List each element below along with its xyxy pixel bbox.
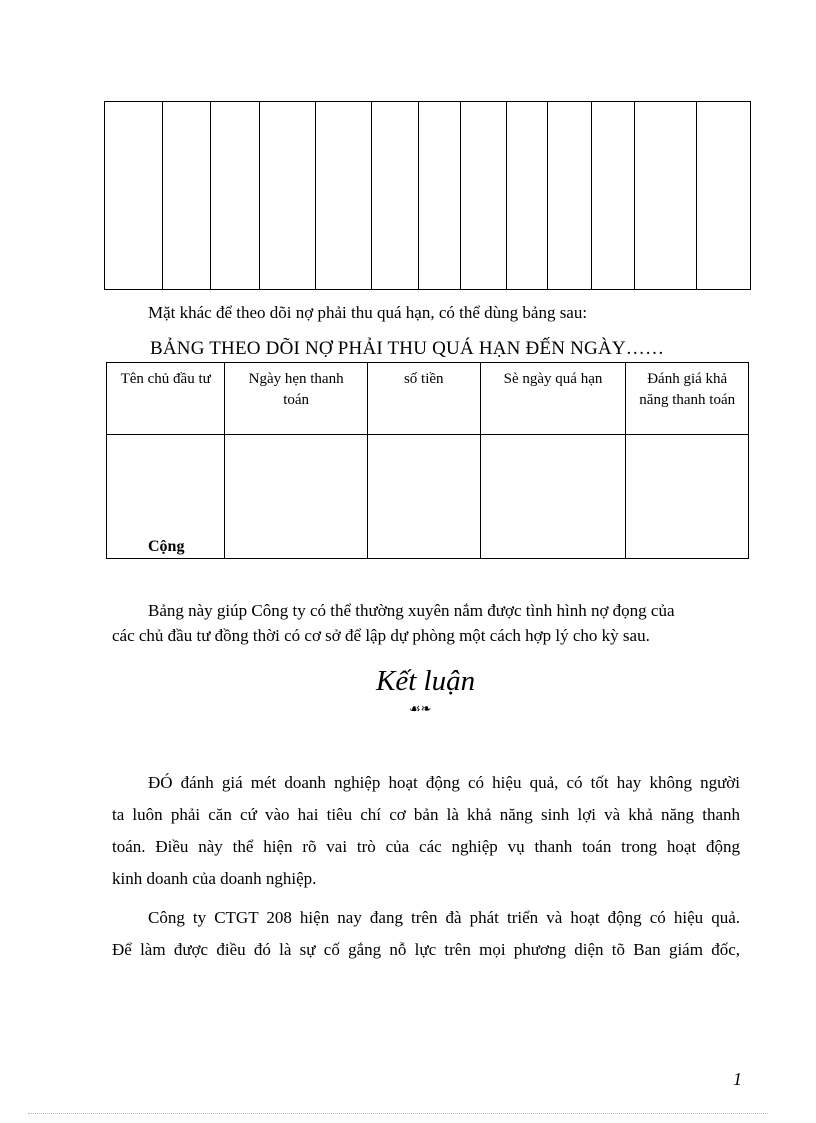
header-investor: Tên chủ đầu tư <box>107 363 225 435</box>
intro-line: Mặt khác để theo dõi nợ phải thu quá hạn, có thể dùng bảng sau: <box>148 303 588 322</box>
table-cell <box>367 435 480 559</box>
table-cell <box>163 102 211 290</box>
conclusion-p2-line-2: Để làm được điều đó là sự cố gắng nỗ lực trên mọi phương diện tõ Ban giám đốc, <box>112 940 740 959</box>
footer-divider <box>28 1113 768 1114</box>
table-cell <box>480 435 626 559</box>
after-table-line-2: các chủ đầu tư đồng thời có cơ sở để lập dự phòng một cách hợp lý cho kỳ sau. <box>112 626 650 645</box>
total-label: Cộng <box>148 538 185 555</box>
table-cell <box>418 102 460 290</box>
table-cell <box>211 102 259 290</box>
conclusion-p1-line-1: ĐÓ đánh giá mét doanh nghiệp hoạt động có hiệu quả, có tốt hay không người <box>148 773 740 792</box>
table-cell <box>225 435 368 559</box>
table-cell <box>460 102 506 290</box>
total-cell <box>107 435 225 559</box>
conclusion-p1-line-2: ta luôn phải căn cứ vào hai tiêu chí cơ bản là khả năng sinh lợi và khả năng thanh <box>112 805 740 824</box>
continued-blank-table <box>104 101 751 290</box>
table-cell <box>316 102 372 290</box>
table-cell <box>592 102 634 290</box>
table-cell <box>259 102 315 290</box>
table-title: BẢNG THEO DÕI NỢ PHẢI THU QUÁ HẠN ĐẾN NGÀY…… <box>150 338 665 359</box>
table-cell <box>507 102 547 290</box>
table-header-row <box>107 363 749 435</box>
conclusion-p1-line-3: toán. Điều này thể hiện rõ vai trò của các nghiệp vụ thanh toán trong hoạt động <box>112 837 740 856</box>
table-cell <box>634 102 696 290</box>
header-payment-ability: Đánh giá khả năng thanh toán <box>626 363 749 435</box>
header-due-date: Ngày hẹn thanh toán <box>225 363 368 435</box>
table-cell <box>372 102 418 290</box>
section-heading: Kết luận <box>376 665 476 697</box>
conclusion-p1-line-4: kinh doanh của doanh nghiệp. <box>112 869 317 888</box>
table-row <box>105 102 751 290</box>
table-cell <box>105 102 163 290</box>
table-cell <box>626 435 749 559</box>
conclusion-p2-line-1: Công ty CTGT 208 hiện nay đang trên đà phát triển và hoạt động có hiệu quả. <box>148 908 740 927</box>
table-cell <box>547 102 591 290</box>
after-table-line-1: Bảng này giúp Công ty có thể thường xuyên nắm được tình hình nợ đọng của <box>148 601 675 620</box>
header-amount: số tiền <box>367 363 480 435</box>
table-cell <box>696 102 750 290</box>
header-overdue-days: Sè ngày quá hạn <box>480 363 626 435</box>
ornament-icon: ☙❧ <box>409 702 432 717</box>
page-number: 1 <box>733 1069 742 1089</box>
overdue-receivables-table <box>106 362 749 559</box>
table-row <box>107 435 749 559</box>
